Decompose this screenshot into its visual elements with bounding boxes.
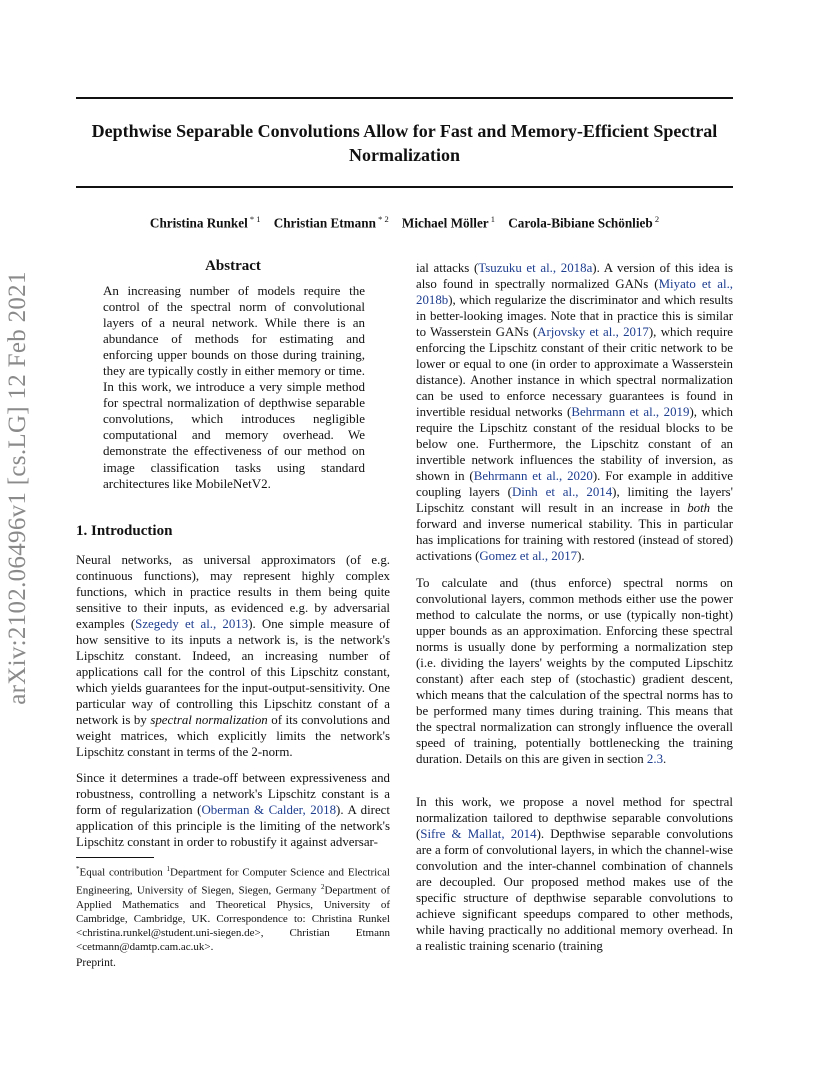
- abstract-heading: Abstract: [205, 258, 261, 274]
- top-rule: [76, 97, 733, 99]
- citation-link[interactable]: Szegedy et al., 2013: [135, 617, 249, 631]
- arxiv-id-text: arXiv:2102.06496v1 [cs.LG] 12 Feb 2021: [4, 271, 31, 705]
- author-name: Christian Etmann: [273, 215, 376, 231]
- citation-link[interactable]: Oberman & Calder, 2018: [201, 803, 337, 817]
- preprint-note: Preprint.: [76, 957, 116, 969]
- citation-link[interactable]: Sifre & Mallat, 2014: [420, 827, 537, 841]
- citation-link[interactable]: Behrmann et al., 2019: [571, 405, 690, 419]
- citation-link[interactable]: Tsuzuku et al., 2018a: [478, 261, 593, 275]
- paper-title: Depthwise Separable Convolutions Allow for Fast and Memory-Efficient Spectral Normalization: [91, 121, 718, 165]
- emphasis: spectral normalization: [150, 713, 268, 727]
- footnote-mark: 1: [166, 865, 171, 873]
- author-affiliation-mark: * 1: [247, 214, 261, 224]
- author-affiliation-mark: 2: [652, 214, 660, 224]
- citation-link[interactable]: 2.3: [646, 752, 664, 766]
- author-name: Christina Runkel: [149, 215, 248, 231]
- footnote-mark: 2: [320, 882, 325, 891]
- footnote-mark: *: [76, 865, 80, 873]
- author-name: Carola-Bibiane Schönlieb: [508, 215, 653, 231]
- author-name: Michael Möller: [401, 215, 489, 231]
- citation-link[interactable]: Arjovsky et al., 2017: [537, 325, 649, 339]
- author-affiliation-mark: 1: [488, 214, 496, 224]
- paragraph: To calculate and (thus enforce) spectral norms on convolutional layers, common methods either use the power method to calculate the norms, or use (typically non-tight) upper bounds as an approximation. Enforcing these spectral norms is usually done by performing a normalization step (i.e. dividing the layers' weights by the computed Lipschitz constant) after each step of (stochastic) gradient descent, which means that the calculation of the spectral norms has to be performed many times during training. This means that the spectral normalization can strongly influence the overall speed of training, potentially bottlenecking the training duration. Details on this are given in section 2.3.: [416, 576, 733, 766]
- footnote: *Equal contribution $^1$Department for Computer Science and Electrical Engineering, University of Siegen, Siegen, Germany $^2$Department of Applied Mathematics and Theoretical Physics, University of Cambridge, Cambridge, UK. Correspondence to: Christina Runkel <christina.runkel@student.uni-siegen.de>, Christian Etmann <cetmann@damtp.cam.ac.uk>.: [76, 865, 390, 954]
- section-heading-introduction: 1. Introduction: [76, 523, 173, 539]
- paragraph: In this work, we propose a novel method for spectral normalization tailored to depthwise separable convolutions (Sifre & Mallat, 2014). Depthwise separable convolutions are a form of convolutional layers, in which the channel-wise convolution and the inter-channel combination of channels are decoupled. Our proposed method makes use of the specific structure of depthwise separable convolutions to achieve significant speedups compared to other methods, while having practically no additional memory overhead. In a realistic training scenario (training: [416, 795, 733, 953]
- footnote-rule: [76, 857, 154, 858]
- citation-link[interactable]: Miyato et al., 2018b: [416, 277, 734, 307]
- citation-link[interactable]: Behrmann et al., 2020: [473, 469, 593, 483]
- abstract-text: An increasing number of models require the control of the spectral norm of convolutional layers of a neural network. While there is an abundance of methods for estimating and enforcing upper bounds on those during training, they are typically costly in either memory or time. In this work, we introduce a very simple method for spectral normalization of depthwise separable convolutions, which introduces negligible computational and memory overhead. We demonstrate the effectiveness of our method on image classification tasks using standard architectures like MobileNetV2.: [103, 283, 365, 491]
- paragraph: ial attacks (Tsuzuku et al., 2018a). A version of this idea is also found in spectrally normalized GANs (Miyato et al., 2018b), which regularize the discriminator and which results in better-looking images. Note that in practice this is similar to Wasserstein GANs (Arjovsky et al., 2017), which require enforcing the Lipschitz constant of their critic network to be lower or equal to one (in order to approximate a Wasserstein distance). Another instance in which spectral normalization can be used to enforce necessary guarantees is found in invertible residual networks (Behrmann et al., 2019), which require the Lipschitz constant of the residual blocks to be below one. Furthermore, the Lipschitz constant of an invertible network influences the stability of inversion, as shown in (Behrmann et al., 2020). For example in additive coupling layers (Dinh et al., 2014), limiting the layers' Lipschitz constant will result in an increase in both the forward and inverse numerical stability. This in particular has implications for training with restored (instead of stored) activations (Gomez et al., 2017).: [416, 261, 734, 563]
- emphasis: both: [687, 501, 711, 515]
- title-bottom-rule: [76, 186, 733, 188]
- author-list: [76, 214, 733, 231]
- paragraph: Neural networks, as universal approximators (of e.g. continuous functions), may represent highly complex functions, which in practice results in them being quite sensitive to their inputs, as evidenced e.g. by adversarial examples (Szegedy et al., 2013). One simple measure of how sensitive to its inputs a network is, is the network's Lipschitz constant. Indeed, an increasing number of applications call for the control of this Lipschitz constant, which yields guarantees for the input-output-sensitivity. One particular way of controlling this Lipschitz constant of a network is by spectral normalization of its convolutions and weight matrices, which explicitly limits the network's Lipschitz constant in terms of the 2-norm.: [76, 553, 390, 759]
- paragraph: Since it determines a trade-off between expressiveness and robustness, controlling a network's Lipschitz constant is a form of regularization (Oberman & Calder, 2018). A direct application of this principle is the limiting of the network's Lipschitz constant in order to robustify it against adversar-: [76, 771, 390, 849]
- author-affiliation-mark: * 2: [375, 214, 389, 224]
- citation-link[interactable]: Dinh et al., 2014: [511, 485, 613, 499]
- citation-link[interactable]: Gomez et al., 2017: [479, 549, 578, 563]
